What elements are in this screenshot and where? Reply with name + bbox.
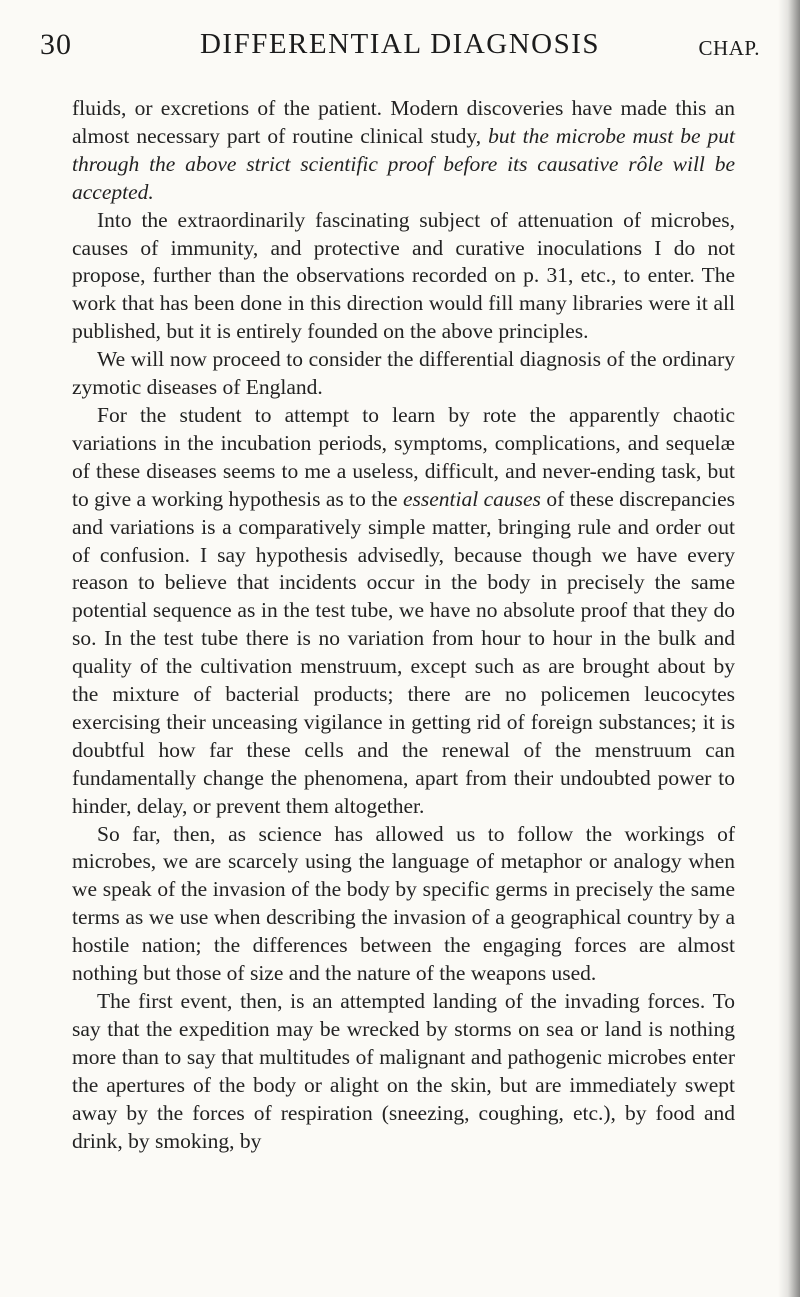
paragraph-4-italic: essential causes	[402, 486, 541, 511]
paragraph-1-italic: but the microbe must be put through the above strict scientific proof before its causative rôle will be accepted.	[72, 123, 735, 204]
paragraph-5: So far, then, as science has allowed us to follow the workings of microbes, we are scarcely using the language of metaphor or analogy when we speak of the invasion of the body by specific germs in precisely the same terms as we use when describing the invasion of a geographical country by a hostile nation; the differences between the engaging forces are almost nothing but those of size and the nature of the weapons used.	[72, 821, 735, 986]
page-header	[40, 22, 760, 72]
paragraph-1	[72, 95, 735, 207]
body-text	[72, 95, 735, 1155]
page-number: 30	[40, 28, 72, 61]
paragraph-3: We will now proceed to consider the differential diagnosis of the ordinary zymotic diseases of England.	[72, 347, 735, 400]
paragraph-1-text: fluids, or excretions of the patient. Modern discoveries have made this an almost necessary part of routine clinical study,	[72, 96, 735, 148]
paragraph-6: The first event, then, is an attempted landing of the invading forces. To say that the expedition may be wrecked by storms on sea or land is nothing more than to say that multitudes of malignant and pathogenic microbes enter the apertures of the body or alight on the skin, but are immediately swept away by the forces of respiration (sneezing, coughing, etc.), by food and drink, by smoking, by	[72, 989, 735, 1153]
page-edge-shadow	[778, 0, 800, 1297]
paragraph-2: Into the extraordinarily fascinating subject of attenuation of microbes, causes of immunity, and protective and curative inoculations I do not propose, further than the observations recorded on p. 31, etc., to enter. The work that has been done in this direction would fill many libraries were it all published, but it is entirely founded on the above principles.	[72, 207, 735, 344]
chapter-label: CHAP.	[698, 36, 760, 60]
paragraph-4	[72, 402, 735, 821]
paragraph-4-text-start: For the student to attempt to learn by rote the apparently chaotic variations in the incubation periods, symptoms, complications, and sequelæ of these diseases seems to me a useless, difficult, and never-ending task, but to give a working hypothesis as to the	[72, 402, 735, 511]
paragraph-4-text-end: of these discrepancies and variations is a comparatively simple matter, bringing rule and order out of confusion. I say hypothesis advisedly, because though we have every reason to believe that incidents occur in the body in precisely the same potential sequence as in the test tube, we have no absolute proof that they do so. In the test tube there is no variation from hour to hour in the bulk and quality of the cultivation menstruum, except such as are brought about by the mixture of bacterial products; there are no policemen leucocytes exercising their unceasing vigilance in getting rid of foreign substances; it is doubtful how far these cells and the renewal of the menstruum can fundamentally change the phenomena, apart from their undoubted power to hinder, delay, or prevent them altogether.	[72, 486, 735, 818]
running-title: DIFFERENTIAL DIAGNOSIS	[199, 28, 601, 60]
